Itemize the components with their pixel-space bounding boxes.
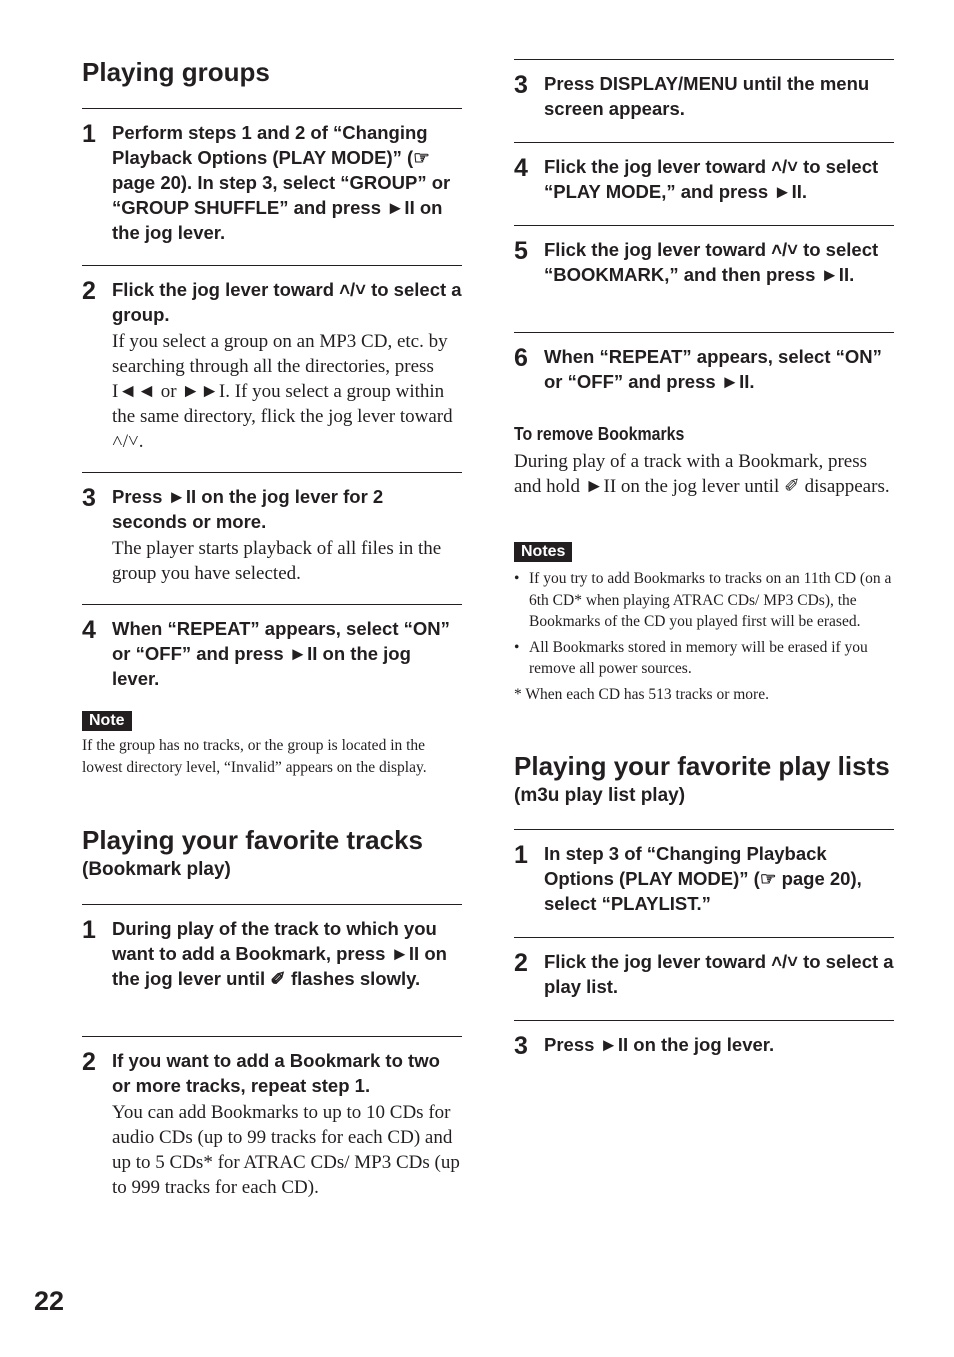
- step-item: [82, 904, 462, 991]
- step-heading: Flick the jog lever toward ˄/˅ to select “BOOKMARK,” and then press ►II.: [544, 239, 879, 285]
- step-item: [514, 1020, 894, 1060]
- step-number: 1: [82, 120, 96, 148]
- step-number: 4: [82, 616, 96, 644]
- step-heading: Perform steps 1 and 2 of “Changing Playback Options (PLAY MODE)” (☞ page 20). In step 3, select “GROUP” or “GROUP SHUFFLE” and press ►II on the jog lever.: [112, 122, 451, 243]
- step-heading: In step 3 of “Changing Playback Options (PLAY MODE)” (☞ page 20), select “PLAYLIST.”: [544, 843, 862, 914]
- step-number: 2: [82, 277, 96, 305]
- footnote: * When each CD has 513 tracks or more.: [514, 685, 769, 703]
- notes-badge: Notes: [514, 542, 572, 562]
- notes-list: [514, 568, 894, 680]
- remove-bookmarks-heading: To remove Bookmarks: [514, 423, 685, 444]
- list-item: • All Bookmarks stored in memory will be erased if you remove all power sources.: [514, 637, 894, 680]
- step-number: 6: [514, 344, 528, 372]
- notes-block: [514, 542, 894, 705]
- step-body: You can add Bookmarks to up to 10 CDs for audio CDs (up to 99 tracks for each CD) and up to 5 CDs* for ATRAC CDs/ MP3 CDs (up to 999 tracks for each CD).: [112, 1102, 460, 1198]
- step-heading: Press ►II on the jog lever.: [544, 1034, 775, 1055]
- section-title-main: Playing your favorite play lists: [514, 751, 890, 781]
- section-title-playlist: [514, 753, 894, 809]
- step-item: [82, 265, 462, 454]
- step-item: [82, 472, 462, 586]
- step-number: 3: [82, 484, 96, 512]
- step-heading: Flick the jog lever toward ˄/˅ to select a group.: [112, 279, 462, 325]
- step-body: The player starts playback of all files in the group you have selected.: [112, 538, 442, 584]
- step-number: 1: [514, 841, 528, 869]
- step-heading: When “REPEAT” appears, select “ON” or “OFF” and press ►II.: [544, 346, 882, 392]
- step-heading: Press DISPLAY/MENU until the menu screen appears.: [544, 73, 870, 119]
- step-item: [514, 59, 894, 121]
- section-title-sub: (m3u play list play): [514, 785, 686, 806]
- note-block: [82, 711, 462, 778]
- step-item: [514, 142, 894, 204]
- step-heading: Flick the jog lever toward ˄/˅ to select “PLAY MODE,” and press ►II.: [544, 156, 879, 202]
- remove-bookmarks-text: During play of a track with a Bookmark, press and hold ►II on the jog lever until ✐ disappears.: [514, 451, 890, 497]
- step-number: 5: [514, 237, 528, 265]
- step-number: 3: [514, 71, 528, 99]
- section-title-main: Playing your favorite tracks: [82, 825, 424, 855]
- section-title-sub: (Bookmark play): [82, 859, 231, 880]
- step-item: [514, 225, 894, 287]
- section-title-bookmark-play: [82, 827, 462, 883]
- remove-bookmarks-block: [514, 422, 894, 499]
- step-item: [514, 829, 894, 916]
- step-heading: When “REPEAT” appears, select “ON” or “OFF” and press ►II on the jog lever.: [112, 618, 450, 689]
- step-heading: During play of the track to which you want to add a Bookmark, press ►II on the jog lever until ✐ flashes slowly.: [112, 918, 447, 989]
- page-number: 22: [34, 1286, 65, 1316]
- step-heading: Flick the jog lever toward ˄/˅ to select a play list.: [544, 951, 894, 997]
- step-number: 4: [514, 154, 528, 182]
- step-number: 2: [514, 949, 528, 977]
- step-item: [514, 332, 894, 394]
- step-item: [82, 108, 462, 245]
- step-heading: If you want to add a Bookmark to two or more tracks, repeat step 1.: [112, 1050, 440, 1096]
- step-item: [514, 937, 894, 999]
- step-item: [82, 1036, 462, 1200]
- note-badge: Note: [82, 711, 132, 731]
- step-number: 3: [514, 1032, 528, 1060]
- step-number: 1: [82, 916, 96, 944]
- step-number: 2: [82, 1048, 96, 1076]
- list-item: • If you try to add Bookmarks to tracks on an 11th CD (on a 6th CD* when playing ATRAC CDs/ MP3 CDs), the Bookmarks of the CD you played first will be erased.: [514, 568, 894, 633]
- step-heading: Press ►II on the jog lever for 2 seconds or more.: [112, 486, 384, 532]
- note-text: If the group has no tracks, or the group is located in the lowest directory level, “Invalid” appears on the display.: [82, 737, 427, 776]
- step-item: [82, 604, 462, 691]
- step-body: If you select a group on an MP3 CD, etc. by searching through all the directories, press I◄◄ or ►►I. If you select a group within the same directory, flick the jog lever toward ˄/˅.: [112, 331, 453, 452]
- section-title-playing-groups: Playing groups: [82, 57, 270, 87]
